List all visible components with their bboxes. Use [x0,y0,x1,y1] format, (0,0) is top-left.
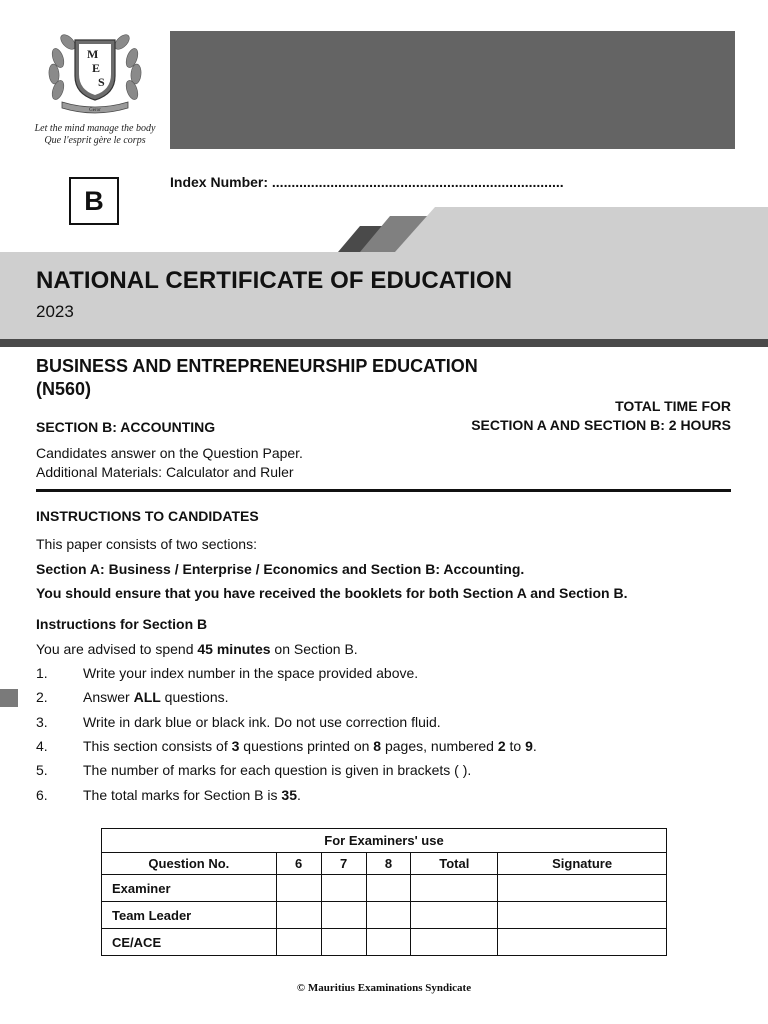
motto-english: Let the mind manage the body [34,123,156,134]
mark-cell[interactable] [498,929,667,956]
divider [36,489,731,492]
motto-french: Que l'esprit gère le corps [44,135,146,146]
subject-code: (N560) [36,379,92,399]
mark-cell[interactable] [411,875,498,902]
column-header: 8 [366,853,411,875]
mark-cell[interactable] [366,902,411,929]
examiner-table-header [102,853,667,875]
column-header: Signature [498,853,667,875]
instruction-number: 5. [36,762,48,779]
candidates-line: Candidates answer on the Question Paper. [36,445,303,461]
svg-text:Geror: Geror [89,108,101,113]
mark-cell[interactable] [366,875,411,902]
instruction-number: 6. [36,786,48,803]
time-advice: You are advised to spend 45 minutes on Section B. [36,641,358,657]
mark-cell[interactable] [411,929,498,956]
instruction-number: 3. [36,713,48,730]
svg-text:M: M [87,47,99,61]
side-marker [0,689,18,707]
instruction-text: The total marks for Section B is 35. [83,786,301,803]
mark-cell[interactable] [321,875,366,902]
header-band [0,252,768,340]
instruction-number: 1. [36,665,48,681]
mark-cell[interactable] [411,902,498,929]
section-title: SECTION B: ACCOUNTING [36,419,216,435]
row-label: Team Leader [102,902,277,929]
instruction-text: Write in dark blue or black ink. Do not use correction fluid. [83,713,441,730]
column-header: 7 [321,853,366,875]
paper-sections-intro: This paper consists of two sections: [36,536,257,552]
instruction-number: 4. [36,737,48,754]
candidate-notes [36,444,303,482]
instruction-text: Write your index number in the space provided above. [83,665,419,681]
instruction-text: The number of marks for each question is given in brackets ( ). [83,762,472,779]
mark-cell[interactable] [276,929,321,956]
row-label: CE/ACE [102,929,277,956]
exam-year: 2023 [36,302,74,321]
copyright: © Mauritius Examinations Syndicate [296,982,472,994]
instruction-text: This section consists of 3 questions printed on 8 pages, numbered 2 to 9. [83,737,537,754]
mark-cell[interactable] [366,929,411,956]
section-b-instructions-heading: Instructions for Section B [36,616,208,632]
table-row [102,902,667,929]
column-header: Total [411,853,498,875]
mark-cell[interactable] [498,875,667,902]
table-row [102,929,667,956]
mark-cell[interactable] [276,875,321,902]
materials-line: Additional Materials: Calculator and Ruler [36,464,294,480]
row-label: Examiner [102,875,277,902]
column-header: Question No. [102,853,277,875]
examiner-table-title: For Examiners' use [102,829,667,853]
mark-cell[interactable] [276,902,321,929]
svg-text:E: E [92,61,101,75]
total-time-line1: TOTAL TIME FOR [615,398,731,414]
subject-name: BUSINESS AND ENTREPRENEURSHIP EDUCATION [36,356,478,376]
header-band-underline [0,339,768,347]
column-header: 6 [276,853,321,875]
header-band-tabs [0,0,768,260]
instructions-heading: INSTRUCTIONS TO CANDIDATES [36,508,259,524]
mark-cell[interactable] [321,902,366,929]
examiner-table [101,828,667,956]
exam-title: NATIONAL CERTIFICATE OF EDUCATION [36,267,513,294]
table-row [102,875,667,902]
instruction-text: Answer ALL questions. [83,689,229,706]
paper-sections: Section A: Business / Enterprise / Economics and Section B: Accounting. [36,561,525,577]
paper-label: B [84,185,104,216]
mark-cell[interactable] [498,902,667,929]
ensure-booklets: You should ensure that you have received the booklets for both Section A and Section B. [36,585,628,601]
instruction-number: 2. [36,689,48,706]
total-time-line2: SECTION A AND SECTION B: 2 HOURS [471,417,731,433]
mark-cell[interactable] [321,929,366,956]
total-time [471,397,731,435]
subject-title [36,355,478,401]
index-number-field[interactable]: Index Number: ........................................................................... [170,174,564,190]
svg-text:S: S [98,75,105,89]
